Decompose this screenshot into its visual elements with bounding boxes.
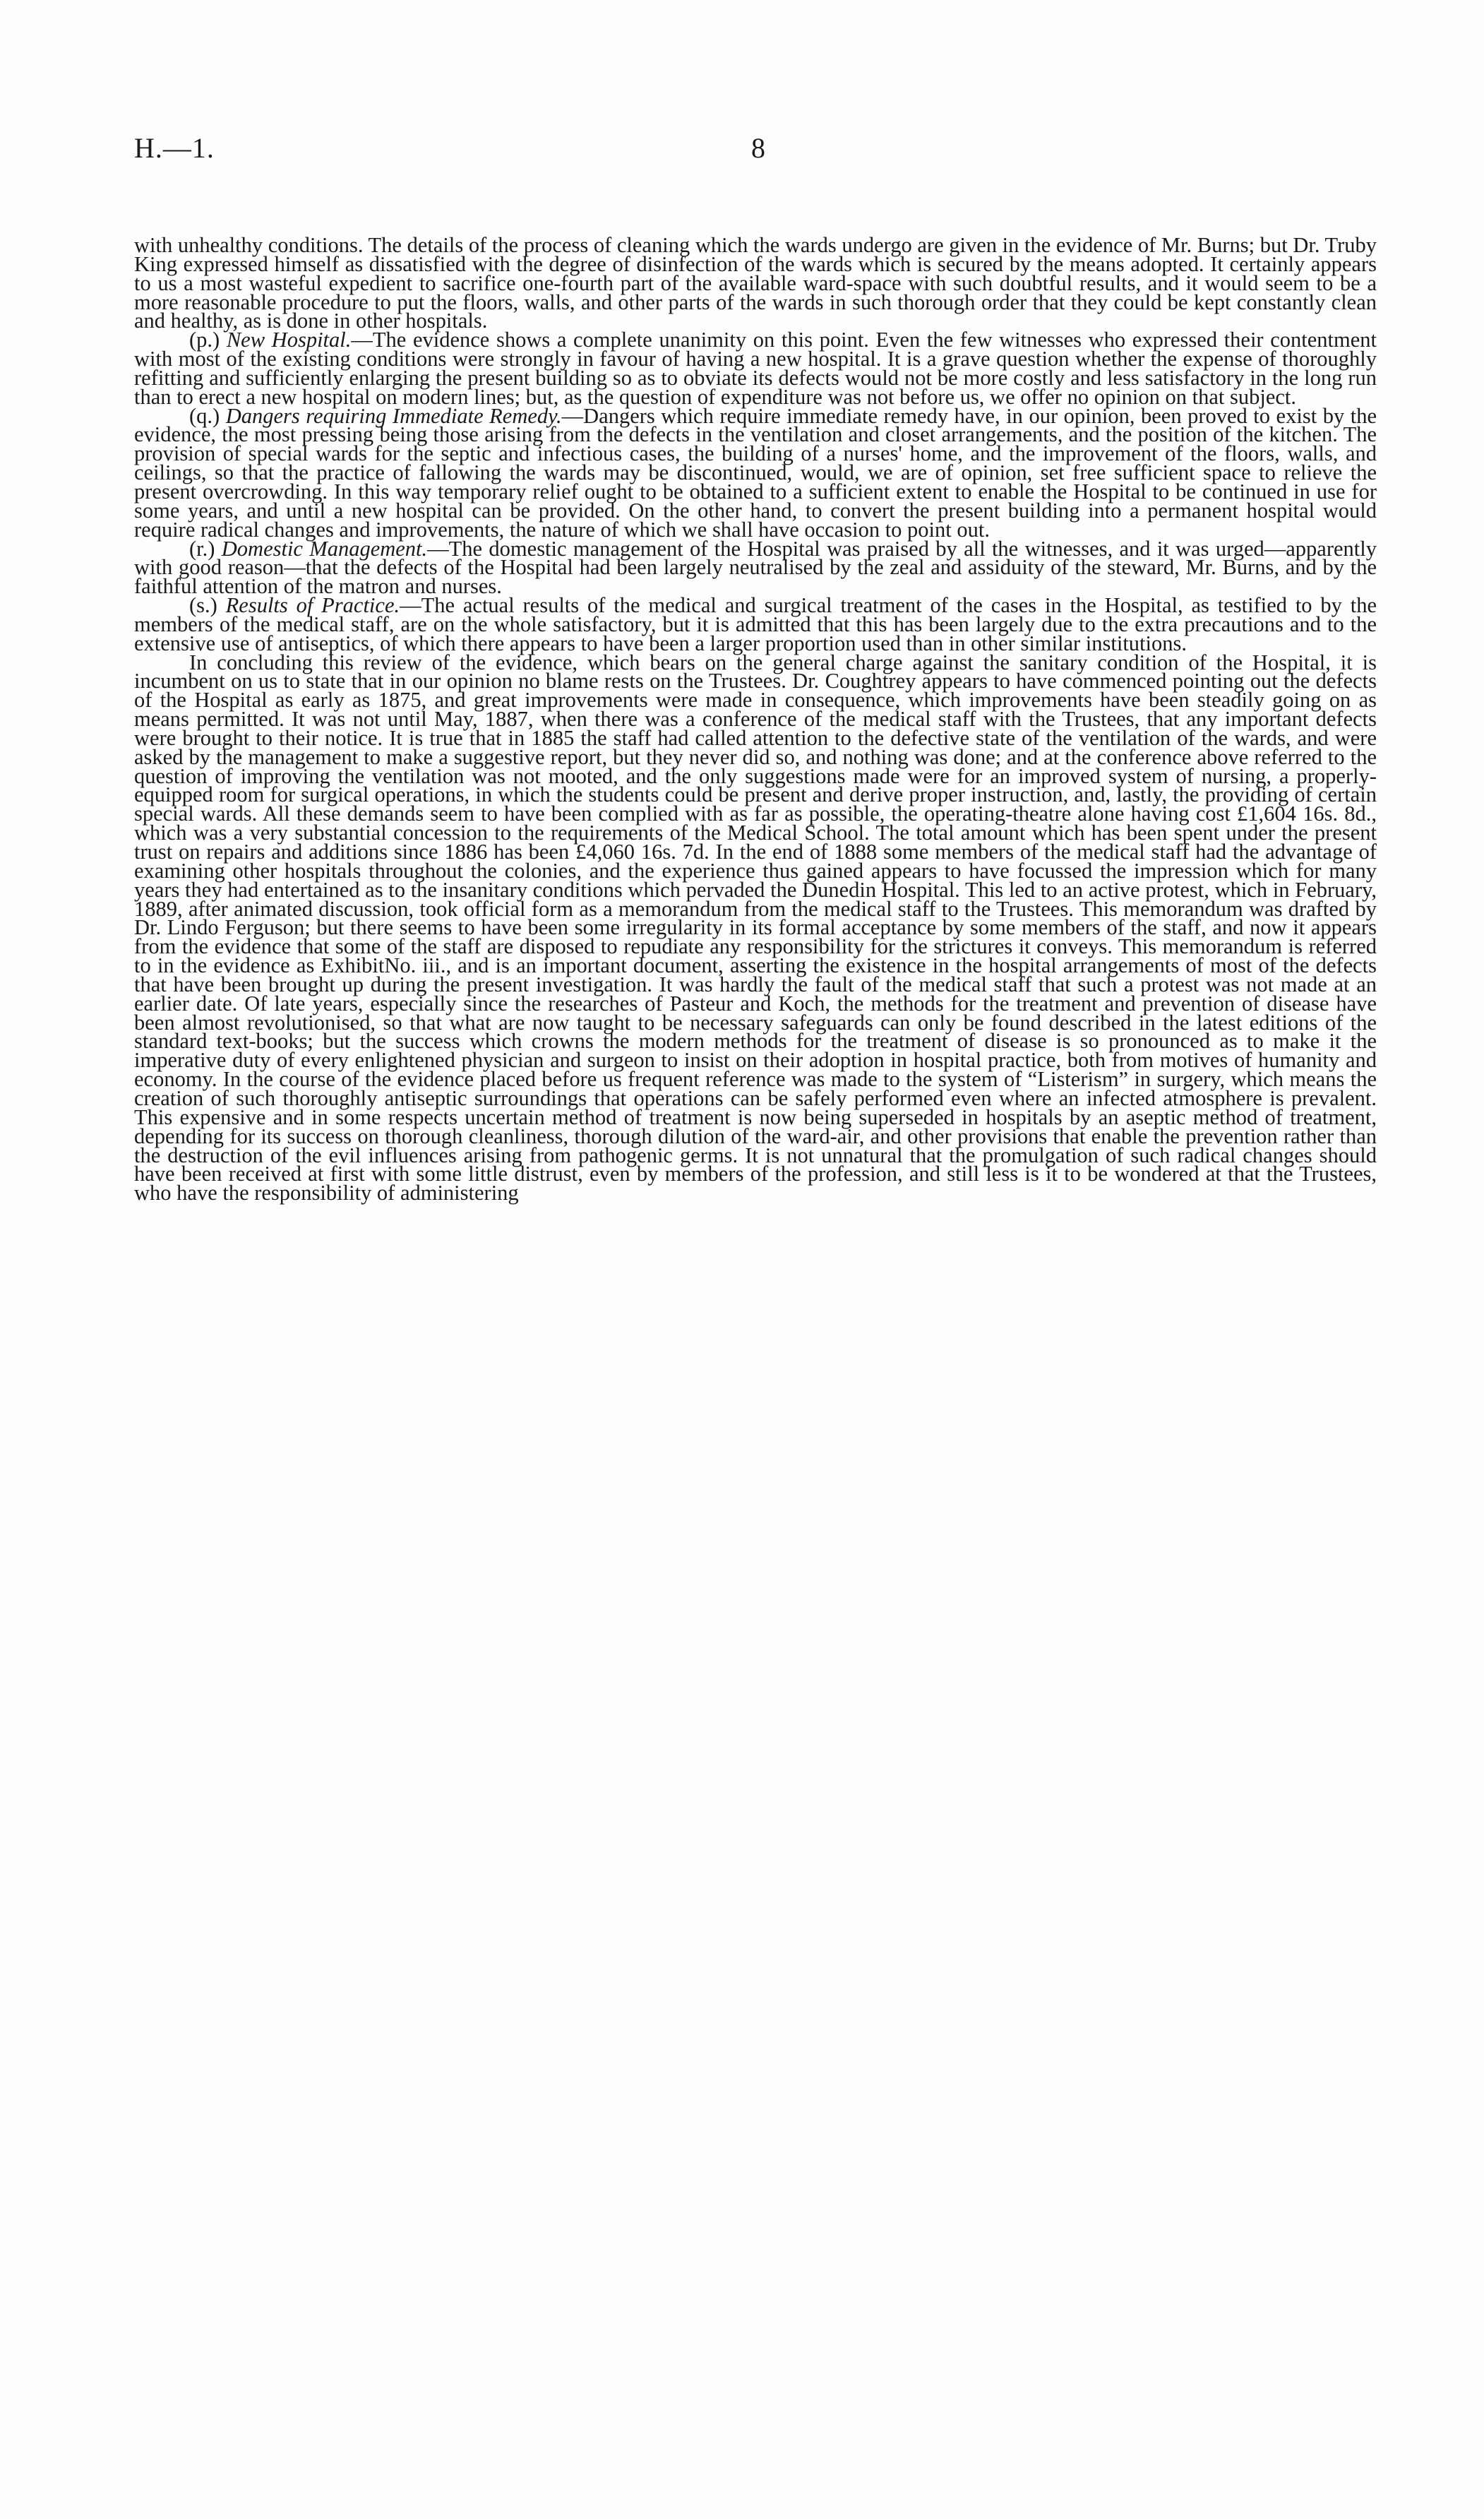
paragraph-new-hospital [134,328,1377,409]
paragraph-heading: Dangers requiring Immediate Remedy. [225,403,562,428]
paragraph-concluding [134,650,1377,1205]
paragraph-text: —Dangers which require immediate remedy have, in our opinion, been proved to exist by the evidence, the most pressing being those arising from the defects in the ventilation and closet arrangements, and the position of the kitchen. The provision of special wards for the septic and infectious cases, the building of a nurses' home, and the improvement of the floors, walls, and ceilings, so that the practice of fallowing the wards may be discontinued, would, we are of opinion, set free sufficient space to relieve the present overcrowding. In this way temporary relief ought to be obtained to a sufficient extent to enable the Hospital to be continued in use for some years, and until a new hospital can be provided. On the other hand, to convert the present building into a permanent hospital would require radical changes and improvements, the nature of which we shall have occasion to point out. [134,403,1377,542]
page-header [134,131,1377,174]
paragraph-text: In concluding this review of the evidence, which bears on the general charge against the sanitary condition of the Hospital, it is incumbent on us to state that in our opinion no blame rests on the Trustees. Dr. Coughtrey appears to have commenced pointing out the defects of the Hospital as early as 1875, and great improvements were made in consequence, which improvements have been steadily going on as means permitted. It was not until May, 1887, when there was a conference of the medical staff with the Trustees, that any important defects were brought to their notice. It is true that in 1885 the staff had called attention to the defective state of the ventilation of the wards, and were asked by the management to make a suggestive report, but they never did so, and nothing was done; and at the conference above referred to the question of improving the ventilation was not mooted, and the only suggestions made were for an improved system of nursing, a properly-equipped room for surgical operations, in which the students could be present and derive proper instruction, and, lastly, the providing of certain special wards. All these demands seem to have been complied with as far as possible, the operating-theatre alone having cost £1,604 16s. 8d., which was a very substantial concession to the requirements of the Medical School. The total amount which has been spent under the present trust on repairs and additions since 1886 has been £4,060 16s. 7d. In the end of 1888 some members of the medical staff had the advantage of examining other hospitals throughout the colonies, and the experience thus gained appears to have focussed the impression which for many years they had entertained as to the insanitary conditions which pervaded the Dunedin Hospital. This led to an active protest, which in February, 1889, after animated discussion, took official form as a memorandum from the medical staff to the Trustees. This memorandum was drafted by Dr. Lindo Ferguson; but there seems to have been some irregularity in its formal acceptance by some members of the staff, and now it appears from the evidence that some of the staff are disposed to repudiate any responsibility for the strictures it conveys. This memorandum is referred to in the evidence as ExhibitNo. iii., and is an important document, asserting the existence in the hospital arrangements of most of the defects that have been brought up during the present investigation. It was hardly the fault of the medical staff that such a protest was not made at an earlier date. Of late years, especially since the researches of Pasteur and Koch, the methods for the treatment and prevention of disease have been almost revolutionised, so that what are now taught to be necessary safeguards can only be found described in the latest editions of the standard text-books; but the success which crowns the modern methods for the treatment of disease is so pronounced as to make it the imperative duty of every enlightened physician and surgeon to insist on their adoption in hospital practice, both from motives of humanity and economy. In the course of the evidence placed before us frequent reference was made to the system of “Listerism” in surgery, which means the creation of such thoroughly antiseptic surroundings that operations can be safely performed even where an infected atmosphere is prevalent. This expensive and in some respects uncertain method of treatment is now being superseded in hospitals by an aseptic method of treatment, depending for its success on thorough cleanliness, thorough dilution of the ward-air, and other provisions that enable the prevention rather than the destruction of the evil influences arising from pathogenic germs. It is not unnatural that the promulgation of such radical changes should have been received at first with some little distrust, even by members of the profession, and still less is it to be wondered at that the Trustees, who have the responsibility of administering [134,650,1377,1205]
page-number: 8 [751,132,765,164]
paragraph-lead: (s.) [189,593,226,618]
paragraph-text: with unhealthy conditions. The details of the process of cleaning which the wards undergo are given in the evidence of Mr. Burns; but Dr. Truby King expressed himself as dissatisfied with the degree of disinfection of the wards which is secured by the means adopted. It certainly appears to us a most wasteful expedient to sacrifice one-fourth part of the available ward-space with such doubtful results, and it would seem to be a more reasonable procedure to put the floors, walls, and other parts of the wards in such thorough order that they could be kept constantly clean and healthy, as is done in other hospitals. [134,233,1377,333]
paragraph-heading: New Hospital. [226,328,352,352]
paragraph-lead: (p.) [189,328,227,352]
body-text [134,233,1377,1205]
paragraph-text: —The evidence shows a complete unanimity on this point. Even the few witnesses who expressed their contentment with most of the existing conditions were strongly in favour of having a new hospital. It is a grave question whether the expense of thoroughly refitting and sufficiently enlarging the present building so as to obviate its defects would not be more costly and less satisfactory in the long run than to erect a new hospital on modern lines; but, as the question of expenditure was not before us, we offer no opinion on that subject. [134,328,1377,409]
paragraph-text: —The domestic management of the Hospital was praised by all the witnesses, and it was urged—apparently with good reason—that the defects of the Hospital had been largely neutralised by the zeal and assiduity of the steward, Mr. Burns, and by the faithful attention of the matron and nurses. [134,536,1377,599]
paragraph-results-of-practice [134,593,1377,655]
paragraph-lead: (q.) [189,403,226,428]
paragraph-heading: Domestic Management. [221,536,428,561]
paragraph-dangers [134,403,1377,542]
paragraph-text: —The actual results of the medical and surgical treatment of the cases in the Hospital, as testified to by the members of the medical staff, are on the whole satisfactory, but it is admitted that this has been largely due to the extra precautions and to the extensive use of antiseptics, of which there appears to have been a larger proportion used than in other similar institutions. [134,593,1377,655]
paragraph-heading: Results of Practice. [225,593,400,618]
paragraph-continuation [134,233,1377,333]
paragraph-lead: (r.) [189,536,222,561]
document-reference: H.—1. [134,132,215,164]
paragraph-domestic-management [134,536,1377,599]
